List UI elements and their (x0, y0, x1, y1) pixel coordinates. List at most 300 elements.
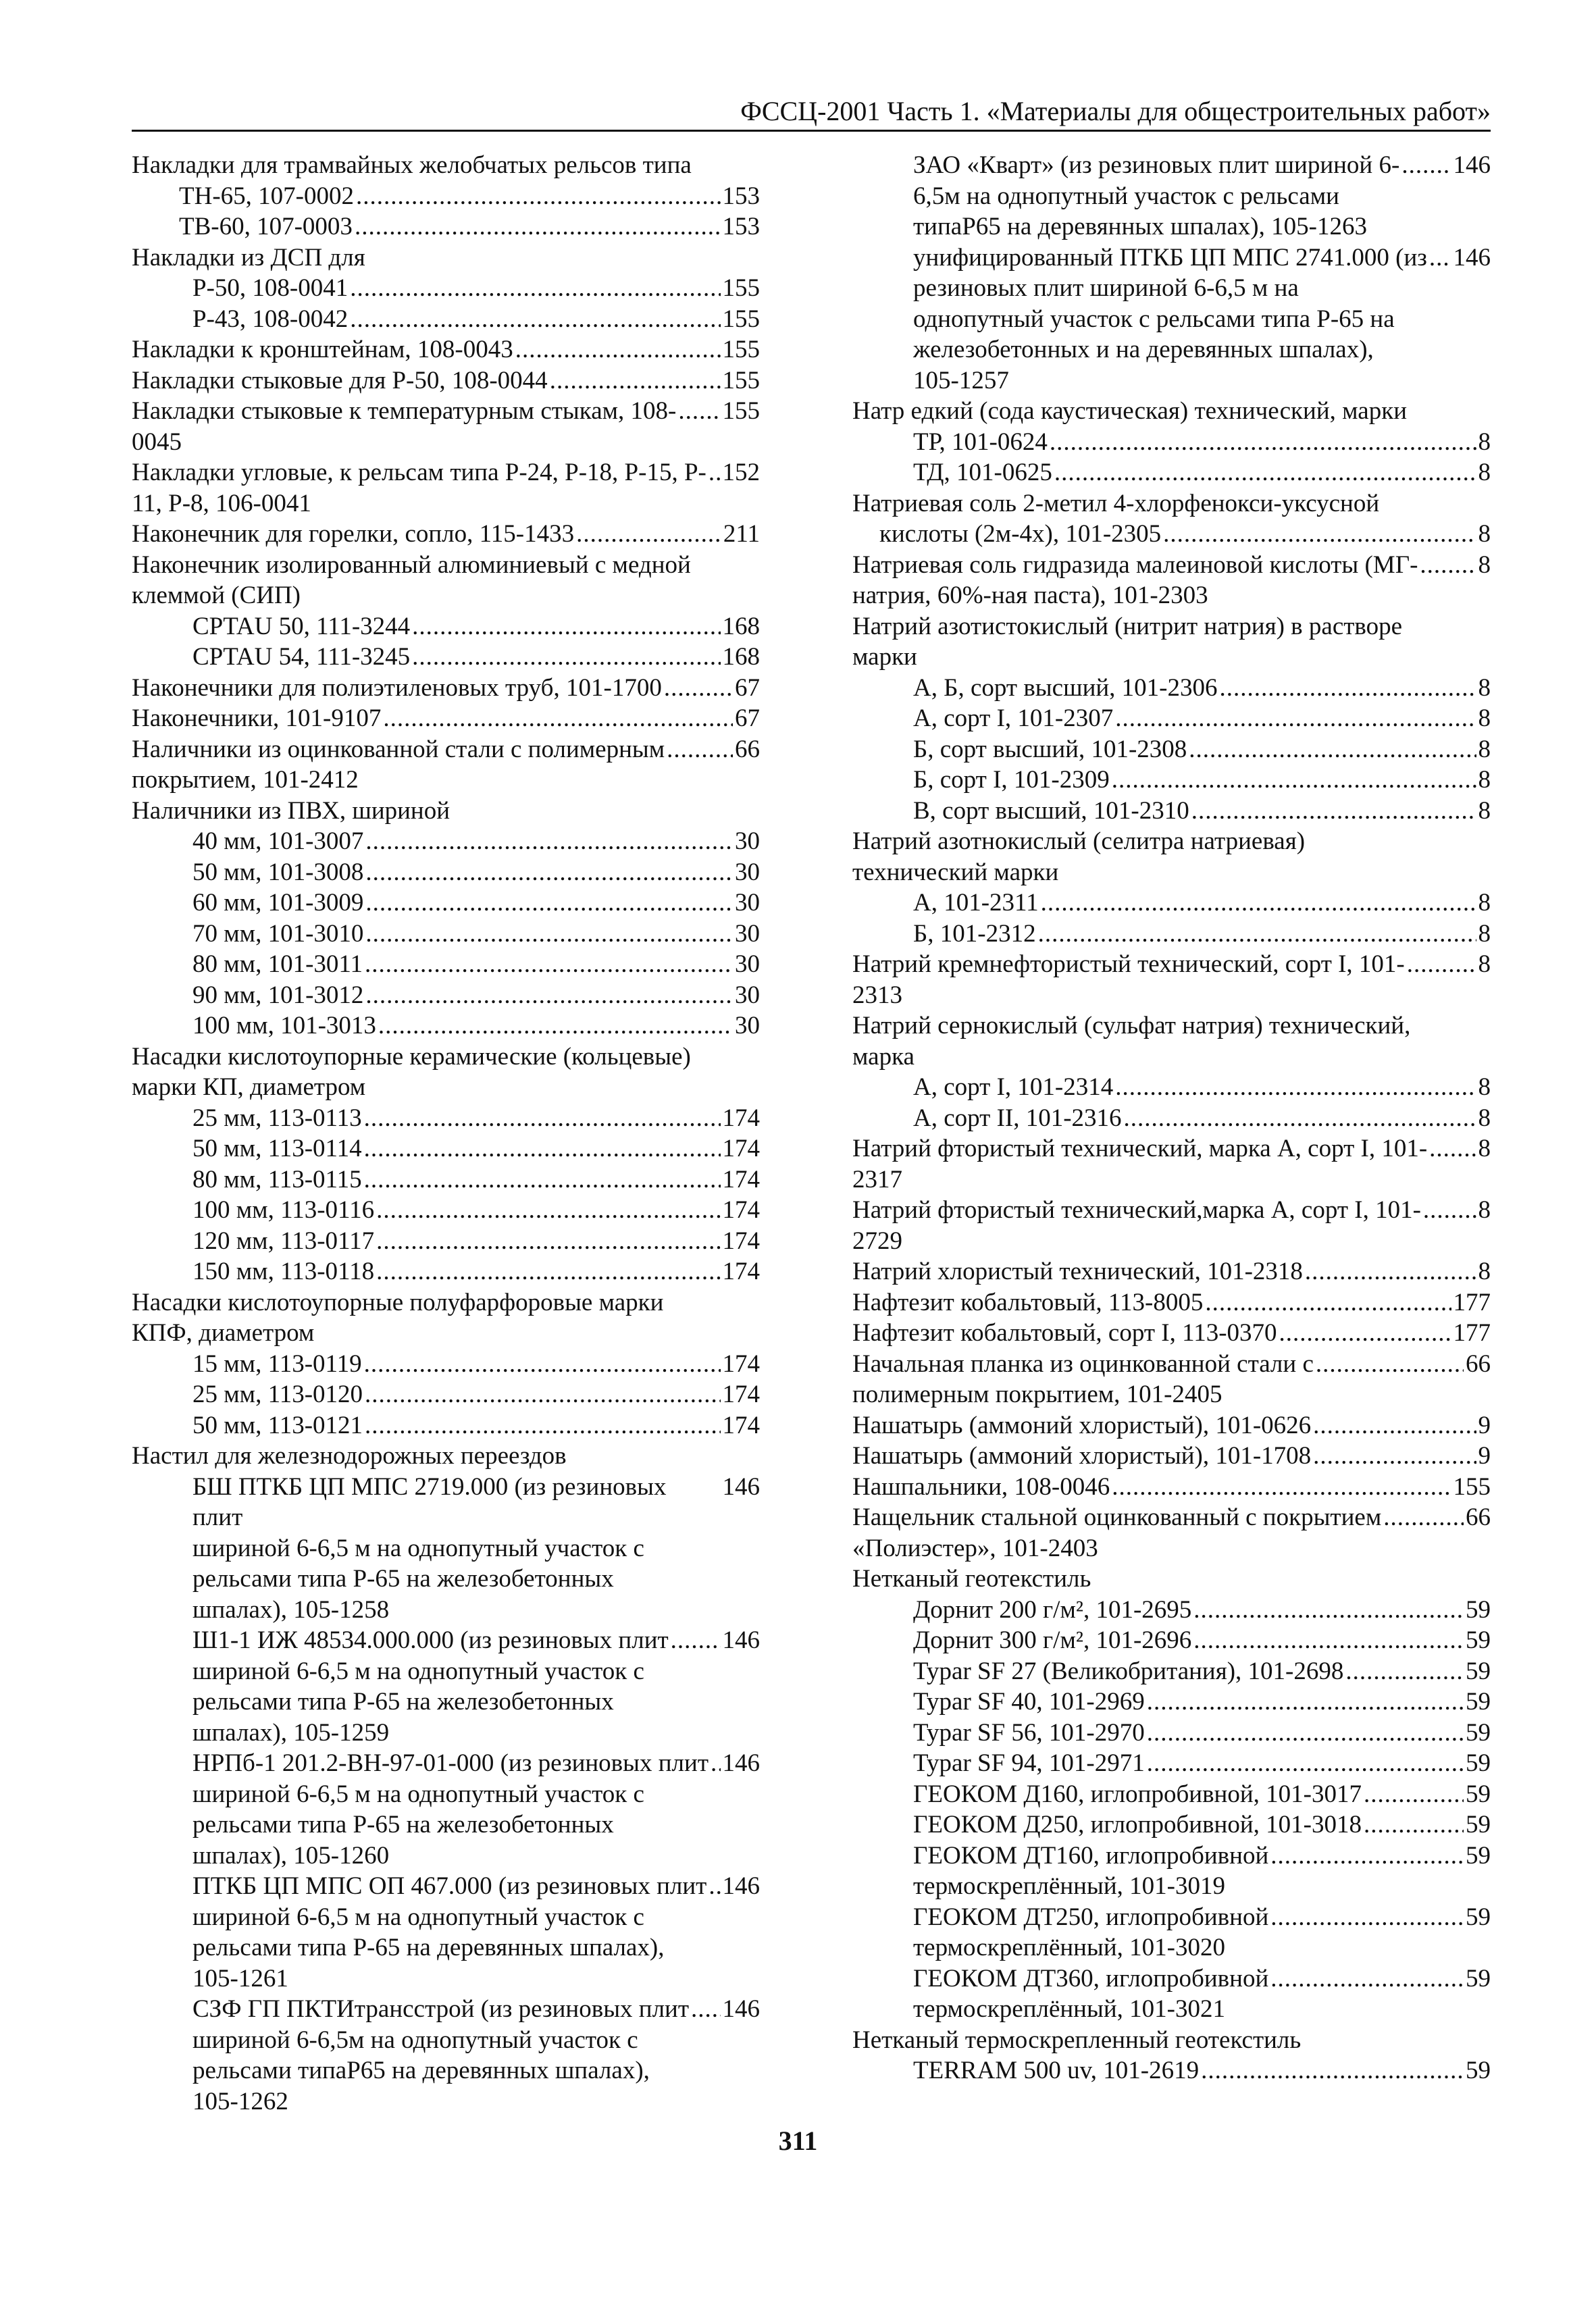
index-page-ref: 174 (722, 1411, 760, 1439)
leader-dots (1115, 1072, 1476, 1103)
index-page-ref: 8 (1478, 919, 1491, 948)
index-entry (132, 1256, 760, 1287)
index-heading (132, 550, 760, 611)
index-page-ref: 59 (1466, 1657, 1491, 1685)
index-heading (852, 1564, 1491, 1595)
index-entry (132, 1349, 760, 1380)
index-entry (132, 1379, 760, 1410)
index-page-ref: 174 (722, 1227, 760, 1255)
index-entry (132, 396, 760, 457)
index-page-ref: 174 (722, 1135, 760, 1162)
index-entry-text: А, 101-2311 (913, 889, 1039, 917)
index-entry (132, 334, 760, 365)
index-page-ref: 146 (722, 1472, 760, 1501)
index-page-ref: 155 (722, 274, 760, 302)
index-entry-text: 25 мм, 113-0113 (192, 1104, 362, 1132)
index-entry (852, 1133, 1491, 1195)
index-page-ref: 8 (1478, 459, 1491, 486)
leader-dots (709, 1871, 720, 1902)
index-entry (132, 1103, 760, 1134)
leader-dots (364, 1133, 721, 1164)
index-entry-text: Натрий кремнефтористый технический, сорт I, 101- 2313 (852, 950, 1405, 1009)
index-heading (852, 2025, 1491, 2056)
index-page-ref: 174 (722, 1349, 760, 1378)
index-heading (852, 826, 1491, 888)
index-entry (852, 150, 1491, 242)
index-entry (132, 673, 760, 704)
leader-dots (671, 1625, 721, 1656)
index-entry-text: Typar SF 56, 101-2970 (913, 1718, 1145, 1747)
index-entry-text: Натрий фтористый технический,марка А, сорт I, 101- 2729 (852, 1196, 1421, 1255)
leader-dots (1205, 1287, 1451, 1318)
index-page-ref: 174 (722, 1165, 760, 1193)
index-page-ref: 30 (735, 827, 760, 855)
index-page-ref: 155 (722, 305, 760, 333)
index-entry-text: Накладки стыковые к температурным стыкам, 108- 0045 (132, 397, 677, 456)
leader-dots (709, 457, 721, 488)
index-entry-text: Дорнит 300 г/м², 101-2696 (913, 1626, 1192, 1654)
index-entry (852, 457, 1491, 488)
index-page-ref: 30 (735, 981, 760, 1009)
index-entry-text: ЗАО «Кварт» (из резиновых плит шириной 6- 6,5м на однопутный участок с рельсами типаР65 на деревянных шпалах), 105-1263 (913, 151, 1400, 240)
index-entry (132, 273, 760, 304)
index-entry (132, 980, 760, 1011)
page-number: 311 (778, 2126, 818, 2156)
index-entry-text: Натрий фтористый технический, марка А, сорт I, 101- 2317 (852, 1135, 1428, 1193)
index-entry-text: Typar SF 94, 101-2971 (913, 1749, 1145, 1777)
index-heading (852, 611, 1491, 673)
index-page-ref: 8 (1478, 796, 1491, 825)
running-header: ФССЦ-2001 Часть 1. «Материалы для общестроительных работ» (132, 95, 1491, 132)
leader-dots (1364, 1779, 1464, 1810)
leader-dots (364, 1349, 721, 1380)
index-entry-text: 50 мм, 113-0114 (192, 1135, 362, 1162)
leader-dots (365, 980, 733, 1011)
index-entry (132, 1226, 760, 1257)
index-page-ref: 66 (735, 735, 760, 763)
index-column-left (132, 150, 760, 2117)
index-page-ref: 59 (1466, 1811, 1491, 1839)
index-page-ref: 59 (1466, 1718, 1491, 1747)
index-page-ref: 30 (735, 1012, 760, 1039)
index-entry (852, 673, 1491, 704)
index-entry (132, 888, 760, 919)
index-entry (852, 1349, 1491, 1410)
leader-dots (1270, 1902, 1464, 1933)
index-heading-text: Накладки из ДСП для (132, 243, 365, 272)
index-entry (852, 242, 1491, 396)
index-entry-text: Нашатырь (аммоний хлористый), 101-1708 (852, 1442, 1312, 1470)
index-entry-text: Typar SF 27 (Великобритания), 101-2698 (913, 1657, 1344, 1685)
index-entry (852, 1718, 1491, 1749)
index-entry-text: Нафтезит кобальтовый, 113-8005 (852, 1288, 1204, 1316)
leader-dots (711, 1748, 721, 1779)
index-page-ref: 67 (735, 673, 760, 702)
index-entry-text: ПТКБ ЦП МПС ОП 467.000 (из резиновых плит шириной 6-6,5 м на однопутный участок с рельсами типа Р-65 на деревянных шпалах), 105-1261 (192, 1872, 707, 1992)
index-entry-text: Б, сорт высший, 101-2308 (913, 735, 1187, 763)
index-page-ref: 9 (1478, 1411, 1491, 1439)
leader-dots (365, 1379, 720, 1410)
index-entry (852, 1595, 1491, 1626)
index-page-ref: 66 (1466, 1503, 1491, 1531)
leader-dots (1147, 1687, 1464, 1718)
index-entry-text: Р-43, 108-0042 (192, 305, 349, 333)
index-page-ref: 59 (1466, 2057, 1491, 2084)
leader-dots (667, 734, 733, 765)
index-entry (852, 703, 1491, 734)
index-entry (132, 611, 760, 642)
index-entry-text: СЗФ ГП ПКТИтрансстрой (из резиновых плит шириной 6-6,5м на однопутный участок с рельсами типаР65 на деревянных шпалах), 105-1262 (192, 1995, 690, 2115)
index-heading (132, 1287, 760, 1349)
index-entry (852, 2055, 1491, 2086)
index-entry-text: CPTAU 54, 111-3245 (192, 643, 411, 671)
index-entry-text: 80 мм, 113-0115 (192, 1165, 362, 1193)
index-heading-text: Наличники из ПВХ, шириной (132, 796, 451, 825)
index-entry-text: Typar SF 40, 101-2969 (913, 1688, 1145, 1716)
leader-dots (1163, 519, 1476, 550)
index-page-ref: 155 (722, 336, 760, 363)
index-entry-text: Нафтезит кобальтовый, сорт I, 113-0370 (852, 1319, 1277, 1347)
index-page-ref: 174 (722, 1258, 760, 1285)
index-page-ref: 177 (1453, 1288, 1491, 1316)
index-heading (132, 796, 760, 827)
index-page-ref: 8 (1478, 1196, 1491, 1224)
index-entry (852, 1318, 1491, 1349)
index-heading (132, 242, 760, 274)
leader-dots (691, 1994, 720, 2025)
index-heading (852, 488, 1491, 519)
index-page-ref: 8 (1478, 520, 1491, 548)
index-entry (132, 457, 760, 519)
leader-dots (378, 1010, 733, 1042)
index-page-ref: 146 (722, 1749, 760, 1777)
index-page-ref: 8 (1478, 1104, 1491, 1132)
index-entry-text: Наконечник для горелки, сопло, 115-1433 (132, 520, 575, 548)
leader-dots (1050, 427, 1476, 458)
index-heading-text: Натрий азотнокислый (селитра натриевая) технический марки (852, 827, 1306, 886)
leader-dots (1401, 150, 1451, 181)
leader-dots (678, 396, 720, 427)
index-entry (852, 1809, 1491, 1841)
index-entry (132, 826, 760, 857)
index-page-ref: 174 (722, 1381, 760, 1408)
index-entry (852, 1287, 1491, 1318)
index-heading (132, 150, 760, 181)
index-entry-text: А, сорт I, 101-2314 (913, 1073, 1114, 1101)
index-entry (852, 1103, 1491, 1134)
index-entry-text: 150 мм, 113-0118 (192, 1258, 375, 1285)
index-entry (852, 1441, 1491, 1472)
leader-dots (376, 1256, 720, 1287)
index-entry-text: 80 мм, 101-3011 (192, 950, 363, 978)
index-entry-text: НРПб-1 201.2-ВН-97-01-000 (из резиновых плит шириной 6-6,5 м на однопутный участок с рельсами типа Р-65 на железобетонных шпалах), 105-1260 (192, 1749, 709, 1870)
index-entry (132, 1195, 760, 1226)
leader-dots (1201, 2055, 1464, 2086)
index-entry (132, 919, 760, 950)
leader-dots (1112, 765, 1476, 796)
leader-dots (1383, 1502, 1464, 1533)
leader-dots (1191, 796, 1476, 827)
index-entry (132, 949, 760, 980)
index-entry (132, 1010, 760, 1042)
leader-dots (1193, 1625, 1464, 1656)
leader-dots (1189, 734, 1476, 765)
index-entry-text: ТР, 101-0624 (913, 428, 1048, 456)
index-entry (132, 211, 760, 242)
index-heading-text: Нетканый геотекстиль (852, 1565, 1091, 1593)
index-entry-text: 15 мм, 113-0119 (192, 1349, 362, 1378)
leader-dots (1279, 1318, 1451, 1349)
index-heading-text: Насадки кислотоупорные полуфарфоровые марки КПФ, диаметром (132, 1288, 664, 1347)
index-entry-text: Натрий хлористый технический, 101-2318 (852, 1258, 1303, 1285)
index-entry (852, 550, 1491, 611)
index-page-ref: 30 (735, 919, 760, 948)
index-entry-text: 40 мм, 101-3007 (192, 827, 364, 855)
index-entry-text: 90 мм, 101-3012 (192, 981, 364, 1009)
leader-dots (1423, 1195, 1476, 1226)
index-page-ref: 8 (1478, 1135, 1491, 1162)
index-page-ref: 8 (1478, 735, 1491, 763)
index-page-ref: 59 (1466, 1595, 1491, 1624)
index-entry (852, 949, 1491, 1010)
index-page-ref: 168 (722, 612, 760, 640)
index-entry (132, 1472, 760, 1626)
leader-dots (1313, 1441, 1476, 1472)
index-entry (852, 1748, 1491, 1779)
leader-dots (1041, 888, 1476, 919)
index-entry (132, 642, 760, 673)
index-entry-text: 100 мм, 101-3013 (192, 1012, 376, 1039)
index-page-ref: 152 (722, 459, 760, 486)
index-heading-text: Натрий азотистокислый (нитрит натрия) в растворе марки (852, 612, 1403, 671)
index-page-ref: 8 (1478, 704, 1491, 732)
index-entry-text: Нашатырь (аммоний хлористый), 101-0626 (852, 1411, 1312, 1439)
index-entry-text: 70 мм, 101-3010 (192, 919, 364, 948)
index-entry-text: Б, сорт I, 101-2309 (913, 766, 1110, 794)
leader-dots (376, 1195, 720, 1226)
leader-dots (365, 949, 733, 980)
leader-dots (365, 919, 733, 950)
index-entry (132, 1871, 760, 1994)
index-entry-text: Б, 101-2312 (913, 919, 1036, 948)
leader-dots (412, 642, 720, 673)
leader-dots (383, 703, 733, 734)
index-page-ref: 8 (1478, 1073, 1491, 1101)
leader-dots (1124, 1103, 1476, 1134)
index-page-ref: 155 (1453, 1472, 1491, 1501)
index-page-ref: 59 (1466, 1964, 1491, 1992)
index-entry-text: Дорнит 200 г/м², 101-2695 (913, 1595, 1192, 1624)
index-entry (852, 1256, 1491, 1287)
index-page-ref: 8 (1478, 766, 1491, 794)
leader-dots (1112, 1472, 1451, 1503)
index-page-ref: 8 (1478, 673, 1491, 702)
index-entry (132, 1748, 760, 1871)
leader-dots (1270, 1841, 1464, 1872)
index-entry-text: Нащельник стальной оцинкованный с покрытием «Полиэстер», 101-2403 (852, 1503, 1382, 1562)
leader-dots (365, 857, 733, 888)
leader-dots (1270, 1963, 1464, 1995)
index-entry (852, 1902, 1491, 1963)
index-entry-text: Наконечники для полиэтиленовых труб, 101-1700 (132, 673, 662, 702)
leader-dots (1147, 1718, 1464, 1749)
index-entry (852, 1779, 1491, 1810)
leader-dots (364, 1164, 721, 1195)
index-entry-text: ГЕОКОМ ДТ250, иглопробивной термоскреплённый, 101-3020 (913, 1903, 1269, 1961)
index-entry (132, 1994, 760, 2117)
index-heading (852, 396, 1491, 427)
index-entry (132, 519, 760, 550)
leader-dots (1316, 1349, 1464, 1380)
leader-dots (1313, 1410, 1476, 1441)
index-entry (852, 734, 1491, 765)
index-page-ref: 30 (735, 950, 760, 978)
index-heading (852, 1010, 1491, 1072)
index-page-ref: 66 (1466, 1349, 1491, 1378)
index-entry-text: Ш1-1 ИЖ 48534.000.000 (из резиновых плит шириной 6-6,5 м на однопутный участок с рельсами типа Р-65 на железобетонных шпалах), 105-1259 (192, 1626, 669, 1747)
index-heading (132, 1441, 760, 1472)
leader-dots (1305, 1256, 1476, 1287)
index-page-ref: 59 (1466, 1903, 1491, 1931)
index-entry (132, 734, 760, 796)
index-entry-text: ГЕОКОМ Д160, иглопробивной, 101-3017 (913, 1780, 1362, 1808)
index-entry-text: Начальная планка из оцинкованной стали с полимерным покрытием, 101-2405 (852, 1349, 1314, 1408)
index-page-ref: 146 (722, 1995, 760, 2023)
index-page-ref: 146 (1453, 151, 1491, 179)
index-entry-text: 60 мм, 101-3009 (192, 889, 364, 917)
index-heading (132, 1042, 760, 1103)
leader-dots (1054, 457, 1476, 488)
index-entry-text: ГЕОКОМ Д250, иглопробивной, 101-3018 (913, 1811, 1362, 1839)
leader-dots (365, 888, 733, 919)
index-entry (852, 1841, 1491, 1902)
index-page-ref: 155 (722, 397, 760, 425)
index-entry-text: Р-50, 108-0041 (192, 274, 349, 302)
index-page-ref: 8 (1478, 428, 1491, 456)
index-entry (132, 1410, 760, 1441)
leader-dots (1193, 1595, 1464, 1626)
index-entry (132, 365, 760, 396)
index-entry-text: Наличники из оцинкованной стали с полимерным покрытием, 101-2412 (132, 735, 665, 794)
index-page-ref: 59 (1466, 1841, 1491, 1870)
index-page-ref: 174 (722, 1196, 760, 1224)
index-page-ref: 59 (1466, 1626, 1491, 1654)
index-entry-text: ГЕОКОМ ДТ160, иглопробивной термоскреплённый, 101-3019 (913, 1841, 1269, 1900)
index-heading-text: Накладки для трамвайных желобчатых рельсов типа (132, 151, 692, 179)
index-entry-text: 100 мм, 113-0116 (192, 1196, 375, 1224)
index-entry (852, 1963, 1491, 2025)
index-entry-text: CPTAU 50, 111-3244 (192, 612, 411, 640)
index-page-ref: 168 (722, 643, 760, 671)
index-entry (852, 1410, 1491, 1441)
index-entry (852, 1625, 1491, 1656)
index-entry (132, 1133, 760, 1164)
index-entry (132, 1625, 760, 1748)
leader-dots (356, 181, 721, 212)
index-entry (852, 796, 1491, 827)
index-entry-text: ГЕОКОМ ДТ360, иглопробивной термоскреплённый, 101-3021 (913, 1964, 1269, 2023)
index-entry-text: БШ ПТКБ ЦП МПС 2719.000 (из резиновых плит шириной 6-6,5 м на однопутный участок с рельсами типа Р-65 на железобетонных шпалах), 105-1258 (192, 1472, 667, 1624)
index-entry-text: А, сорт I, 101-2307 (913, 704, 1114, 732)
index-entry-text: 50 мм, 113-0121 (192, 1411, 363, 1439)
index-entry (132, 1164, 760, 1195)
leader-dots (1364, 1809, 1464, 1841)
index-heading-text: Натр едкий (сода каустическая) технический, марки (852, 397, 1407, 425)
index-entry (852, 427, 1491, 458)
leader-dots (350, 273, 720, 304)
index-heading-text: Наконечник изолированный алюминиевый с медной клеммой (СИП) (132, 550, 691, 609)
leader-dots (1038, 919, 1476, 950)
index-entry (852, 888, 1491, 919)
index-entry-text: TERRAM 500 uv, 101-2619 (913, 2057, 1200, 2084)
index-page-ref: 59 (1466, 1780, 1491, 1808)
index-page-ref: 30 (735, 858, 760, 886)
index-entry-text: ТВ-60, 107-0003 (179, 213, 353, 240)
leader-dots (576, 519, 721, 550)
leader-dots (1115, 703, 1476, 734)
index-entry-text: Накладки угловые, к рельсам типа Р-24, Р-18, Р-15, Р- 11, Р-8, 106-0041 (132, 459, 706, 517)
index-page-ref: 155 (722, 366, 760, 394)
index-entry-text: 25 мм, 113-0120 (192, 1381, 363, 1408)
leader-dots (1407, 949, 1476, 980)
index-entry-text: Нашпальники, 108-0046 (852, 1472, 1110, 1501)
leader-dots (1220, 673, 1476, 704)
index-heading-text: Натрий сернокислый (сульфат натрия) технический, марка (852, 1012, 1411, 1071)
index-entry-text: ТН-65, 107-0002 (179, 182, 354, 210)
leader-dots (376, 1226, 720, 1257)
index-heading-text: Нетканый термоскрепленный геотекстиль (852, 2026, 1302, 2054)
index-heading-text: Натриевая соль 2-метил 4-хлорфенокси-уксусной (852, 489, 1380, 517)
index-entry (132, 703, 760, 734)
leader-dots (1147, 1748, 1464, 1779)
leader-dots (355, 211, 721, 242)
index-entry-text: кислоты (2м-4х), 101-2305 (879, 520, 1162, 548)
index-page-ref: 211 (723, 520, 760, 548)
index-page-ref: 8 (1478, 550, 1491, 579)
index-entry-text: Наконечники, 101-9107 (132, 704, 382, 732)
index-page-ref: 30 (735, 889, 760, 917)
index-heading-text: Настил для железнодорожных переездов (132, 1442, 567, 1470)
leader-dots (1429, 242, 1451, 274)
leader-dots (515, 334, 721, 365)
index-entry (852, 1072, 1491, 1103)
index-page-ref: 146 (722, 1626, 760, 1654)
index-page-ref: 9 (1478, 1442, 1491, 1470)
index-entry (852, 919, 1491, 950)
leader-dots (364, 1103, 721, 1134)
leader-dots (365, 1410, 720, 1441)
index-entry-text: ТД, 101-0625 (913, 459, 1052, 486)
index-entry-text: 50 мм, 101-3008 (192, 858, 364, 886)
index-entry (852, 519, 1491, 550)
index-page-ref: 146 (1453, 243, 1491, 272)
index-entry (852, 1687, 1491, 1718)
index-page-ref: 8 (1478, 950, 1491, 978)
index-entry (852, 765, 1491, 796)
index-page-ref: 146 (722, 1872, 760, 1900)
index-entry-text: Накладки стыковые для Р-50, 108-0044 (132, 366, 548, 394)
index-page-ref: 153 (722, 182, 760, 210)
index-entry-text: В, сорт высший, 101-2310 (913, 796, 1189, 825)
leader-dots (350, 304, 720, 335)
leader-dots (664, 673, 733, 704)
index-entry (852, 1502, 1491, 1564)
index-page-ref: 177 (1453, 1319, 1491, 1347)
leader-dots (365, 826, 733, 857)
index-entry-text: Накладки к кронштейнам, 108-0043 (132, 336, 513, 363)
index-page-ref: 59 (1466, 1749, 1491, 1777)
index-entry-text: А, Б, сорт высший, 101-2306 (913, 673, 1218, 702)
